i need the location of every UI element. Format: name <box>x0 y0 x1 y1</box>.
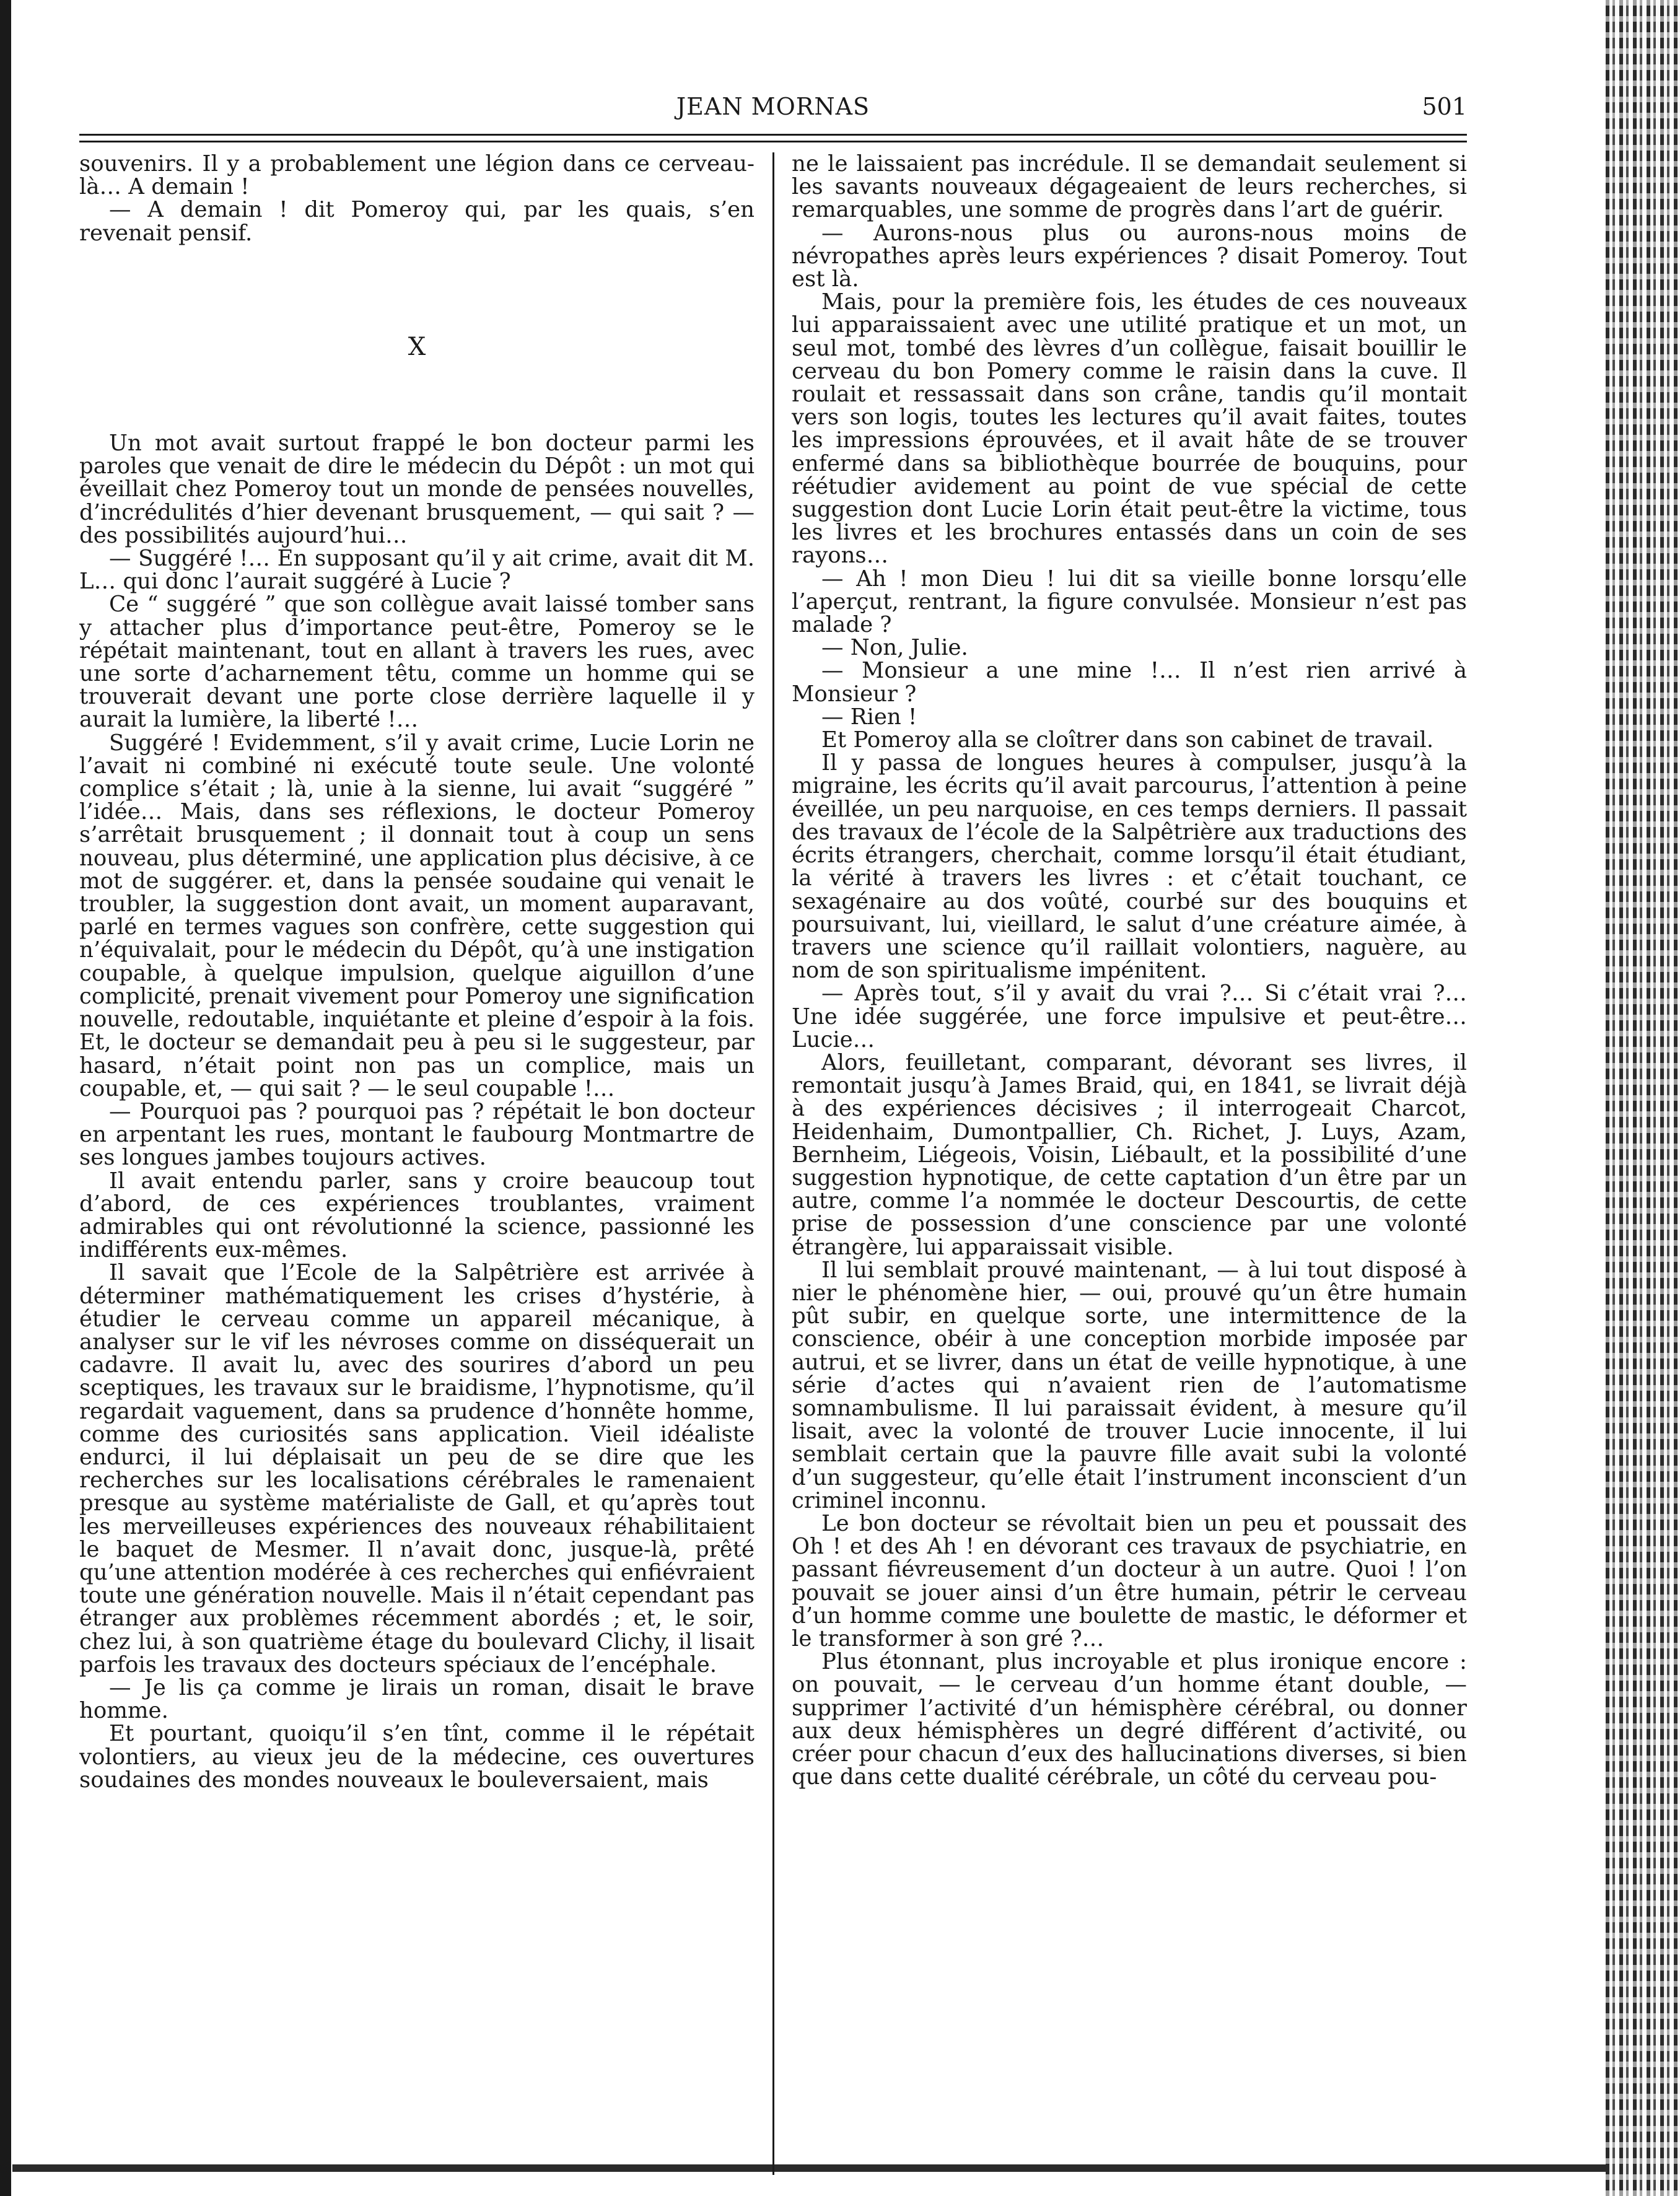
paragraph: Le bon docteur se révoltait bien un peu et poussait des Oh ! et des Ah ! en dévorant ces travaux de psychiatrie, en passant fiévreusement d’un docteur à un autre. Quoi ! l’on pouvait se jouer ainsi d’un être humain, pétrir le cerveau d’un homme comme une boulette de mastic, le déformer et le transformer à son gré ?… <box>792 1510 1467 1651</box>
paragraph: — Monsieur a une mine !… Il n’est rien arrivé à Monsieur ? <box>792 658 1467 707</box>
binding-edge <box>0 0 11 2196</box>
paragraph: — Pourquoi pas ? pourquoi pas ? répétait le bon docteur en arpentant les rues, montant le faubourg Montmartre de ses longues jambes toujours actives. <box>79 1098 755 1171</box>
right-column <box>792 152 1467 1788</box>
scan-edge-strip <box>1606 0 1680 2196</box>
paragraph: — Aurons-nous plus ou aurons-nous moins de névropathes après leurs expériences ? disait Pomeroy. Tout est là. <box>792 220 1467 292</box>
header-rule-double <box>79 141 1467 142</box>
chapter-heading: X <box>408 332 426 361</box>
paragraph: — Je lis ça comme je lirais un roman, disait le brave homme. <box>79 1674 755 1724</box>
paragraph: — Non, Julie. <box>821 635 968 661</box>
paragraph: — Suggéré !… En supposant qu’il y ait crime, avait dit M. L… qui donc l’aurait suggéré à Lucie ? <box>79 546 755 595</box>
paragraph: Il lui semblait prouvé maintenant, — à lui tout disposé à nier le phénomène hier, — oui, prouvé qu’un être humain pût subir, en quelque sorte, une intermittence de la conscience, obéir à une conception morbide imposée par autrui, et se livrer, dans un état de veille hypnotique, à une série d’actes qui n’avaient rien de l’automatisme somnambulisme. Il lui paraissait évident, à mesure qu’il lisait, avec la volonté de trouver Lucie innocente, il lui semblait certain que la pauvre fille avait subi la volonté d’un suggesteur, qu’elle était l’instrument inconscient d’un criminel inconnu. <box>792 1257 1467 1513</box>
paragraph: Il avait entendu parler, sans y croire beaucoup tout d’abord, de ces expériences troublantes, vraiment admirables qui ont révolutionné la science, passionné les indifférents eux-mêmes. <box>79 1168 755 1263</box>
paragraph: — A demain ! dit Pomeroy qui, par les quais, s’en revenait pensif. <box>79 197 755 246</box>
page-number: 501 <box>1422 93 1467 120</box>
paragraph: Ce “ suggéré ” que son collègue avait laissé tomber sans y attacher plus d’importance peut-être, Pomeroy se le répétait maintenant, tout en allant à travers les rues, avec une sorte d’acharnement têtu, comme un homme qui se trouverait devant une porte close derrière laquelle il y aurait la lumière, la liberté !… <box>79 592 755 733</box>
paragraph: Mais, pour la première fois, les études de ces nouveaux lui apparaissaient avec une utilité pratique et un mot, un seul mot, tombé des lèvres d’un collègue, faisait bouillir le cerveau du bon Pomery comme le raisin dans la cuve. Il roulait et ressassait dans son crâne, tandis qu’il montait vers son logis, toutes les lectures qu’il avait faites, toutes les impressions éprouvées, et il avait hâte de se trouver enfermé dans sa bibliothèque bourrée de bouquins, pour réétudier avidement au point de vue spécial de cette suggestion dont Lucie Lorin était peut-être la victime, tous les livres et les brochures entassés dans un coin de ses rayons… <box>792 289 1467 569</box>
page <box>79 93 1467 2178</box>
paragraph: Il y passa de longues heures à compulser, jusqu’à la migraine, les écrits qu’il avait parcourus, l’attention à peine éveillée, un peu narquoise, en ces temps derniers. Il passait des travaux de l’école de la Salpêtrière aux traductions des écrits étrangers, cherchait, comme lorsqu’il était étudiant, la vérité à travers les livres : et c’était touchant, ce sexagénaire au dos voûté, courbé sur des bouquins et poursuivant, lui, vieillard, le salut d’une créature aimée, à travers une science qu’il raillait volontiers, naguère, au nom de son spiritualisme impénitent. <box>792 750 1467 984</box>
paragraph: Un mot avait surtout frappé le bon docteur parmi les paroles que venait de dire le médecin du Dépôt : un mot qui éveillait chez Pomeroy tout un monde de pensées nouvelles, d’incrédulités d’hier devenant brusquement, — qui sait ? — des possibilités aujourd’hui… <box>79 431 755 548</box>
paragraph: ne le laissaient pas incrédule. Il se demandait seulement si les savants nouveaux dégageaient de leurs recherches, si remarquables, une somme de progrès dans l’art de guérir. <box>792 151 1467 223</box>
paragraph: Et Pomeroy alla se cloîtrer dans son cabinet de travail. <box>821 727 1434 753</box>
paragraph: Plus étonnant, plus incroyable et plus ironique encore : on pouvait, — le cerveau d’un homme étant double, — supprimer l’activité d’un hémisphère cérébral, ou donner aux deux hémisphères un degré différent d’activité, ou créer pour chacun d’eux des hallucinations diverses, si bien que dans cette dualité cérébrale, un côté du cerveau pou- <box>792 1649 1467 1790</box>
paragraph: souvenirs. Il y a probablement une légion dans ce cerveau-là… A demain ! <box>79 151 755 200</box>
paragraph: Et pourtant, quoiqu’il s’en tînt, comme il le répétait volontiers, au vieux jeu de la médecine, ces ouvertures soudaines des mondes nouveaux le bouleversaient, mais <box>79 1721 755 1793</box>
column-divider <box>772 152 774 2175</box>
paragraph: — Après tout, s’il y avait du vrai ?… Si c’était vrai ?… Une idée suggérée, une force impulsive et peut-être… Lucie… <box>792 981 1467 1052</box>
running-title: JEAN MORNAS <box>676 93 870 120</box>
text-columns <box>79 152 1467 2178</box>
paragraph: Suggéré ! Evidemment, s’il y avait crime, Lucie Lorin ne l’avait ni combiné ni exécuté toute seule. Une volonté complice s’était ; là, unie à la sienne, lui avait “suggéré ” l’idée… Mais, dans ses réflexions, le docteur Pomeroy s’arrêtait brusquement ; il donnait tout à coup un sens nouveau, plus déterminé, une application plus décisive, à ce mot de suggérer. et, dans la pensée soudaine qui venait le troubler, la suggestion dont avait, un moment auparavant, parlé en termes vagues son confrère, cette suggestion qui n’équivalait, pour le médecin du Dépôt, qu’à une instigation coupable, à quelque impulsion, quelque aiguillon d’une complicité, prenait vivement pour Pomeroy une signification nouvelle, redoutable, inquiétante et pleine d’espoir à la fois. Et, le docteur se demandait peu à peu si le suggesteur, par hasard, n’était point non pas un complice, mais un coupable, et, — qui sait ? — le seul coupable !… <box>79 730 755 1101</box>
header-rule <box>79 134 1467 136</box>
paragraph: — Ah ! mon Dieu ! lui dit sa vieille bonne lorsqu’elle l’aperçut, rentrant, la figure convulsée. Monsieur n’est pas malade ? <box>792 566 1467 638</box>
running-header <box>79 93 1467 134</box>
paragraph: Alors, feuilletant, comparant, dévorant ses livres, il remontait jusqu’à James Braid, qui, en 1841, se livrait déjà à des expériences décisives ; il interrogeait Charcot, Heidenhaim, Dumontpallier, Ch. Richet, J. Luys, Azam, Bernheim, Liégeois, Voisin, Liébault, et la possibilité d’une suggestion hypnotique, de cette captation d’un être par un autre, comme l’a nommée le docteur Descourtis, de cette prise de possession d’une conscience par une volonté étrangère, lui apparaissait visible. <box>792 1049 1467 1260</box>
left-column <box>79 152 755 1791</box>
paragraph: — Rien ! <box>821 704 917 730</box>
paragraph: Il savait que l’Ecole de la Salpêtrière est arrivée à déterminer mathématiquement les crises d’hystérie, à étudier le cerveau comme un appareil mécanique, à analyser sur le vif les névroses comme on disséquerait un cadavre. Il avait lu, avec des sourires d’abord un peu sceptiques, les travaux sur le braidisme, l’hypnotisme, qu’il regardait vaguement, dans sa prudence d’honnête homme, comme des curiosités sans application. Vieil idéaliste endurci, il lui déplaisait un peu de se dire que les recherches sur les localisations cérébrales le ramenaient presque au système matérialiste de Gall, et qu’après tout les merveilleuses expériences des nouveaux réhabilitaient le baquet de Mesmer. Il n’avait donc, jusque-là, prêté qu’une attention modérée à ces recherches qui enfiévraient toute une génération nouvelle. Mais il n’était cependant pas étranger aux problèmes récemment abordés ; et, le soir, chez lui, à son quatrième étage du boulevard Clichy, il lisait parfois les travaux des docteurs spéciaux de l’encéphale. <box>79 1260 755 1678</box>
